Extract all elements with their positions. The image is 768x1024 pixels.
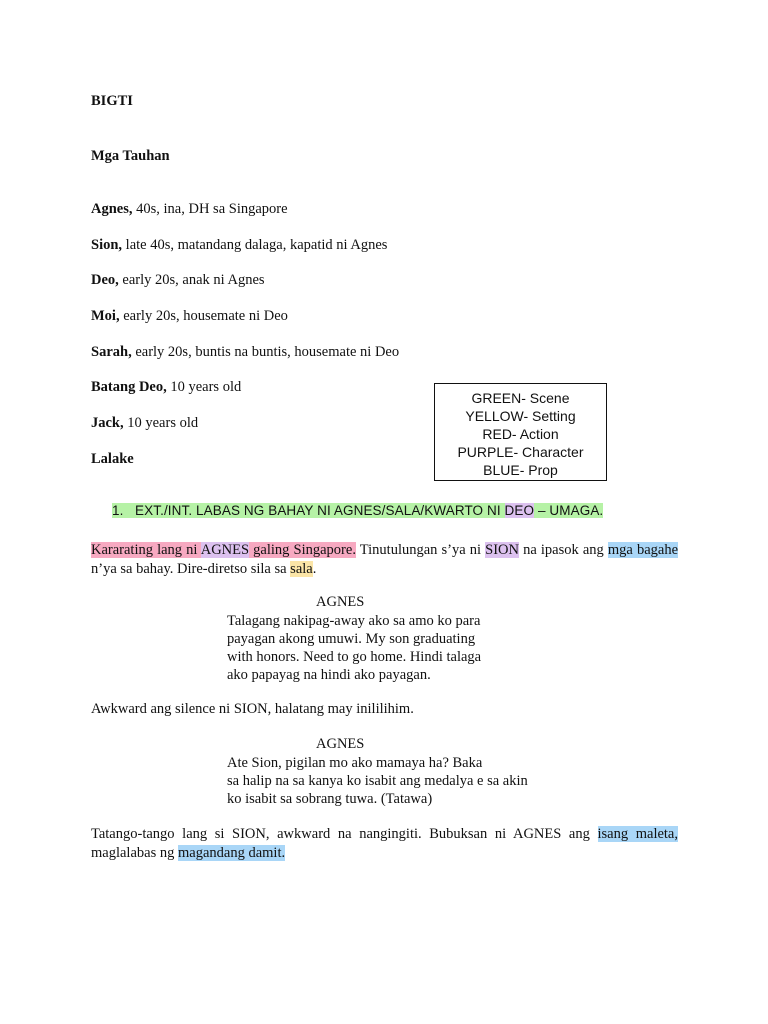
prop-highlight: mga bagahe [607,542,679,558]
body-text: maglalabas ng [91,845,178,861]
action-paragraph-1 [91,541,678,579]
character-entry [91,237,387,254]
dialogue-speaker: AGNES [316,594,365,610]
dialogue-line: ko isabit sa sobrang tuwa. (Tatawa) [227,791,433,807]
legend-item-prop: BLUE- Prop [483,462,558,478]
body-text: Tatango-tango lang si SION, awkward na nangingiti. Bubuksan ni AGNES ang [91,826,598,842]
character-entry [91,308,288,325]
action-paragraph-3 [91,825,678,863]
body-text: n’ya sa bahay. Dire-diretso sila sa [91,561,291,577]
prop-highlight: magandang damit. [177,845,286,861]
character-name: Deo, [91,272,119,288]
character-highlight: AGNES [200,542,250,558]
character-entry [91,201,288,218]
character-name: Agnes, [91,201,133,217]
prop-highlight: isang maleta, [597,826,678,842]
action-text: Kararating lang ni [91,542,201,558]
scene-heading-character: DEO [504,503,535,518]
scene-heading-text: EXT./INT. LABAS NG BAHAY NI AGNES/SALA/KWARTO NI [135,503,505,518]
body-text: na ipasok ang [519,542,608,558]
character-desc: 40s, ina, DH sa Singapore [132,201,288,217]
character-entry [91,451,134,468]
legend-item-character: PURPLE- Character [457,444,584,460]
legend-item-setting: YELLOW- Setting [465,408,576,424]
character-name: Moi, [91,308,120,324]
body-text: . [312,561,317,577]
dialogue-line: with honors. Need to go home. Hindi talaga [227,649,482,665]
body-text: Tinutulungan s’ya ni [355,542,486,558]
character-entry [91,272,265,289]
character-entry [91,379,241,396]
dialogue-line: sa halip na sa kanya ko isabit ang medalya e sa akin [227,773,528,789]
character-desc: late 40s, matandang dalaga, kapatid ni Agnes [122,237,388,253]
scene-heading [112,503,603,518]
character-highlight: SION [485,542,519,558]
character-name: Batang Deo, [91,379,167,395]
character-entry [91,415,198,432]
character-name: Sion, [91,237,123,253]
character-desc: 10 years old [166,379,242,395]
dialogue-line: Talagang nakipag-away ako sa amo ko para [227,613,481,629]
character-name: Lalake [91,451,134,467]
legend-item-scene: GREEN- Scene [471,390,570,406]
character-desc: early 20s, anak ni Agnes [118,272,265,288]
dialogue-line: payagan akong umuwi. My son graduating [227,631,476,647]
cast-heading: Mga Tauhan [91,148,170,164]
action-paragraph-2: Awkward ang silence ni SION, halatang may inililihim. [91,701,414,717]
scene-heading-time: – UMAGA. [534,503,604,518]
character-name: Sarah, [91,344,132,360]
character-name: Jack, [91,415,124,431]
dialogue-line: ako papayag na hindi ako payagan. [227,667,431,683]
character-desc: early 20s, housemate ni Deo [119,308,288,324]
dialogue-line: Ate Sion, pigilan mo ako mamaya ha? Baka [227,755,483,771]
setting-highlight: sala [290,561,313,577]
dialogue-block [227,754,528,808]
action-text: galing Singapore. [249,542,356,558]
scene-number: 1. [112,503,124,518]
dialogue-speaker: AGNES [316,736,365,752]
color-legend-box [434,383,607,481]
dialogue-block [227,612,481,684]
character-desc: early 20s, buntis na buntis, housemate ni Deo [131,344,400,360]
legend-item-action: RED- Action [482,426,559,442]
character-entry [91,344,399,361]
script-title: BIGTI [91,93,133,109]
character-desc: 10 years old [123,415,199,431]
